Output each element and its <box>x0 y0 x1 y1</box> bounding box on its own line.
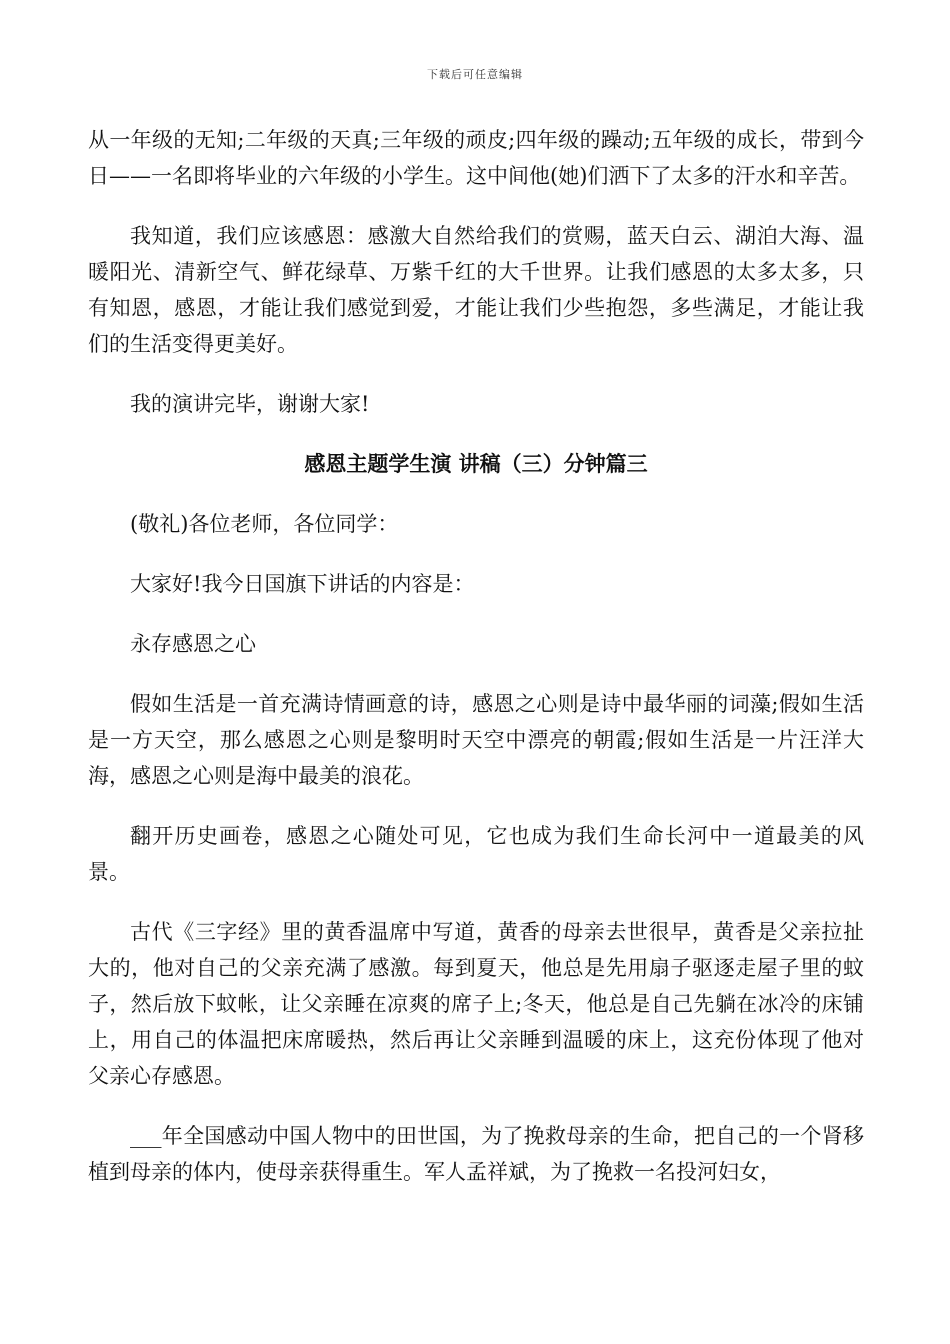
paragraph: 从一年级的无知;二年级的天真;三年级的顽皮;四年级的躁动;五年级的成长，带到今日——一名即将毕业的六年级的小学生。这中间他(她)们洒下了太多的汗水和辛苦。 <box>88 128 864 188</box>
section-title: 感恩主题学生演 讲稿（三）分钟篇三 <box>304 452 648 476</box>
paragraph: 假如生活是一首充满诗情画意的诗，感恩之心则是诗中最华丽的词藻;假如生活是一方天空，那么感恩之心则是黎明时天空中漂亮的朝霞;假如生活是一片汪洋大海，感恩之心则是海中最美的浪花。 <box>88 692 864 788</box>
paragraph: (敬礼)各位老师，各位同学： <box>130 512 399 536</box>
page-header: 下载后可任意编辑 <box>427 68 523 81</box>
paragraph: 翻开历史画卷，感恩之心随处可见，它也成为我们生命长河中一道最美的风景。 <box>88 824 864 884</box>
paragraph: ___年全国感动中国人物中的田世国，为了挽救母亲的生命，把自己的一个肾移植到母亲的体内，使母亲获得重生。军人孟祥斌，为了挽救一名投河妇女， <box>88 1124 864 1184</box>
document-body <box>88 122 864 1214</box>
paragraph: 永存感恩之心 <box>130 632 256 656</box>
paragraph: 我的演讲完毕，谢谢大家! <box>130 392 370 416</box>
paragraph: 古代《三字经》里的黄香温席中写道，黄香的母亲去世很早，黄香是父亲拉扯大的，他对自己的父亲充满了感激。每到夏天，他总是先用扇子驱逐走屋子里的蚊子，然后放下蚊帐，让父亲睡在凉爽的席子上;冬天，他总是自己先躺在冰冷的床铺上，用自己的体温把床席暖热，然后再让父亲睡到温暖的床上，这充份体现了他对父亲心存感恩。 <box>88 920 864 1088</box>
paragraph: 大家好!我今日国旗下讲话的内容是： <box>130 572 475 596</box>
paragraph: 我知道，我们应该感恩：感激大自然给我们的赏赐，蓝天白云、湖泊大海、温暖阳光、清新空气、鲜花绿草、万紫千红的大千世界。让我们感恩的太多太多，只有知恩，感恩，才能让我们感觉到爱，才能让我们少些抱怨，多些满足，才能让我们的生活变得更美好。 <box>88 224 864 356</box>
